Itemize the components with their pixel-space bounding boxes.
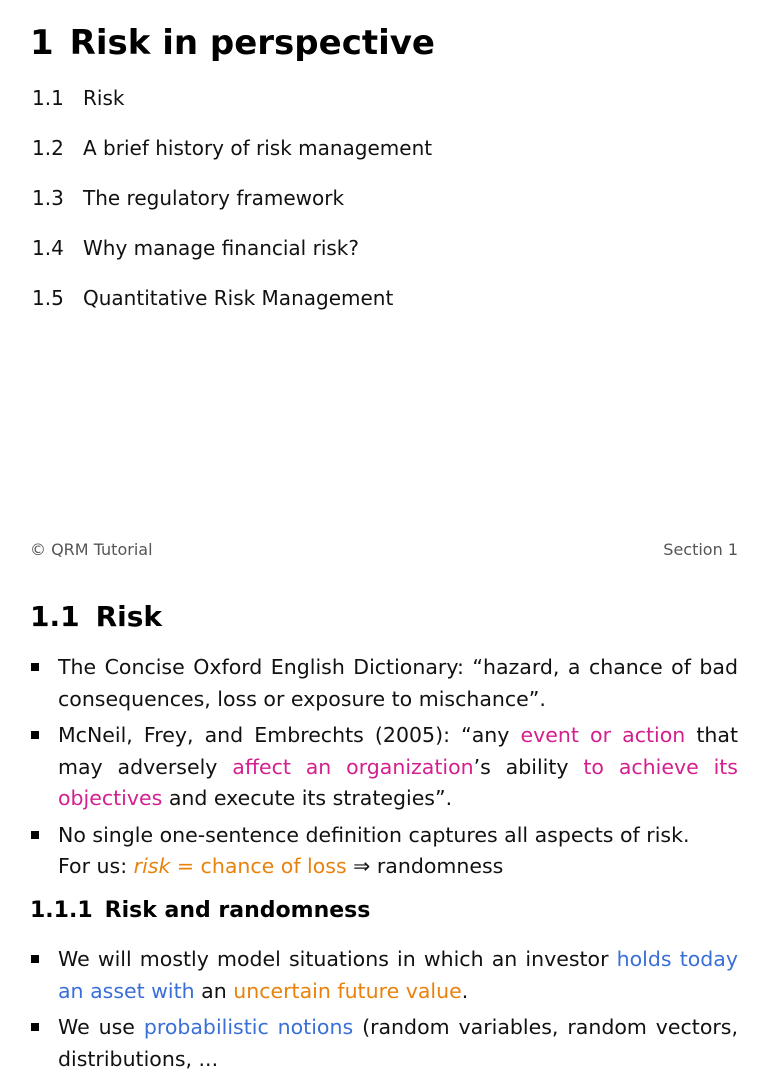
bullet-text: McNeil, Frey, and Embrechts (2005): “any <box>58 723 521 747</box>
bullet-text: The Concise Oxford English Dictionary: “hazard, a chance of bad consequences, loss or exposure to mischance”. <box>58 655 738 711</box>
bullet-text: We use <box>58 1015 144 1039</box>
table-of-contents <box>32 84 432 334</box>
bullet-square-icon <box>31 731 39 739</box>
randomness-bullet-list <box>30 944 738 1080</box>
toc-item-number: 1.3 <box>32 186 64 210</box>
section-title <box>30 22 435 64</box>
toc-item[interactable] <box>32 234 432 284</box>
subsection-number: 1.1 <box>30 600 80 633</box>
subsection-title-text: Risk <box>95 600 163 633</box>
toc-item[interactable] <box>32 134 432 184</box>
highlight-text: probabilistic notions <box>143 1015 354 1039</box>
toc-item-label: Why manage financial risk? <box>83 236 359 260</box>
bullet-text: No single one-sentence definition captures all aspects of risk. <box>58 822 690 847</box>
bullet-text: randomness <box>376 854 504 878</box>
risk-bullet-list <box>30 652 738 888</box>
toc-item-label: Quantitative Risk Management <box>83 286 394 310</box>
bullet-text: For us: <box>58 854 134 878</box>
bullet-square-icon <box>31 955 39 963</box>
bullet-text: . <box>461 978 469 1003</box>
section-title-text: Risk in perspective <box>69 23 435 63</box>
list-item <box>30 1012 738 1075</box>
toc-item-number: 1.5 <box>32 286 64 310</box>
highlight-text: = chance of loss <box>170 854 347 878</box>
footer-section-label: Section 1 <box>663 540 738 559</box>
toc-item[interactable] <box>32 284 432 334</box>
footer-copyright: © QRM Tutorial <box>30 540 153 559</box>
section-number: 1 <box>30 23 54 63</box>
toc-item[interactable] <box>32 84 432 134</box>
highlight-text: uncertain future value <box>233 978 462 1003</box>
highlight-text: risk <box>133 854 171 878</box>
bullet-text: (random variables, random vectors, distributions, ... <box>58 1015 738 1071</box>
highlight-text: holds today an asset with <box>58 947 738 1003</box>
highlight-text: affect an organization <box>232 754 474 779</box>
toc-item-label: Risk <box>83 86 125 110</box>
toc-item-number: 1.4 <box>32 236 64 260</box>
toc-item-label: The regulatory framework <box>83 186 345 210</box>
highlight-text: event or action <box>520 723 686 747</box>
bullet-text: and execute its strategies”. <box>162 786 453 810</box>
bullet-square-icon <box>31 1023 39 1031</box>
highlight-text: to achieve its objectives <box>58 754 738 810</box>
bullet-text: an <box>194 978 234 1003</box>
subsubsection-title-text: Risk and randomness <box>104 898 371 923</box>
bullet-square-icon <box>31 663 39 671</box>
list-item <box>30 820 738 883</box>
toc-item[interactable] <box>32 184 432 234</box>
toc-item-label: A brief history of risk management <box>83 136 433 160</box>
list-item <box>30 944 738 1007</box>
subsubsection-number: 1.1.1 <box>30 898 93 923</box>
toc-item-number: 1.1 <box>32 86 64 110</box>
list-item <box>30 720 738 815</box>
bullet-text: ’s ability <box>473 754 584 779</box>
bullet-square-icon <box>31 831 39 839</box>
bullet-text: that may adversely <box>58 723 738 779</box>
toc-item-number: 1.2 <box>32 136 64 160</box>
subsubsection-title <box>30 895 370 927</box>
implies-arrow-icon: ⇒ <box>346 854 377 878</box>
bullet-text: We will mostly model situations in which an investor <box>58 947 617 971</box>
list-item <box>30 652 738 715</box>
subsection-title <box>30 598 162 636</box>
